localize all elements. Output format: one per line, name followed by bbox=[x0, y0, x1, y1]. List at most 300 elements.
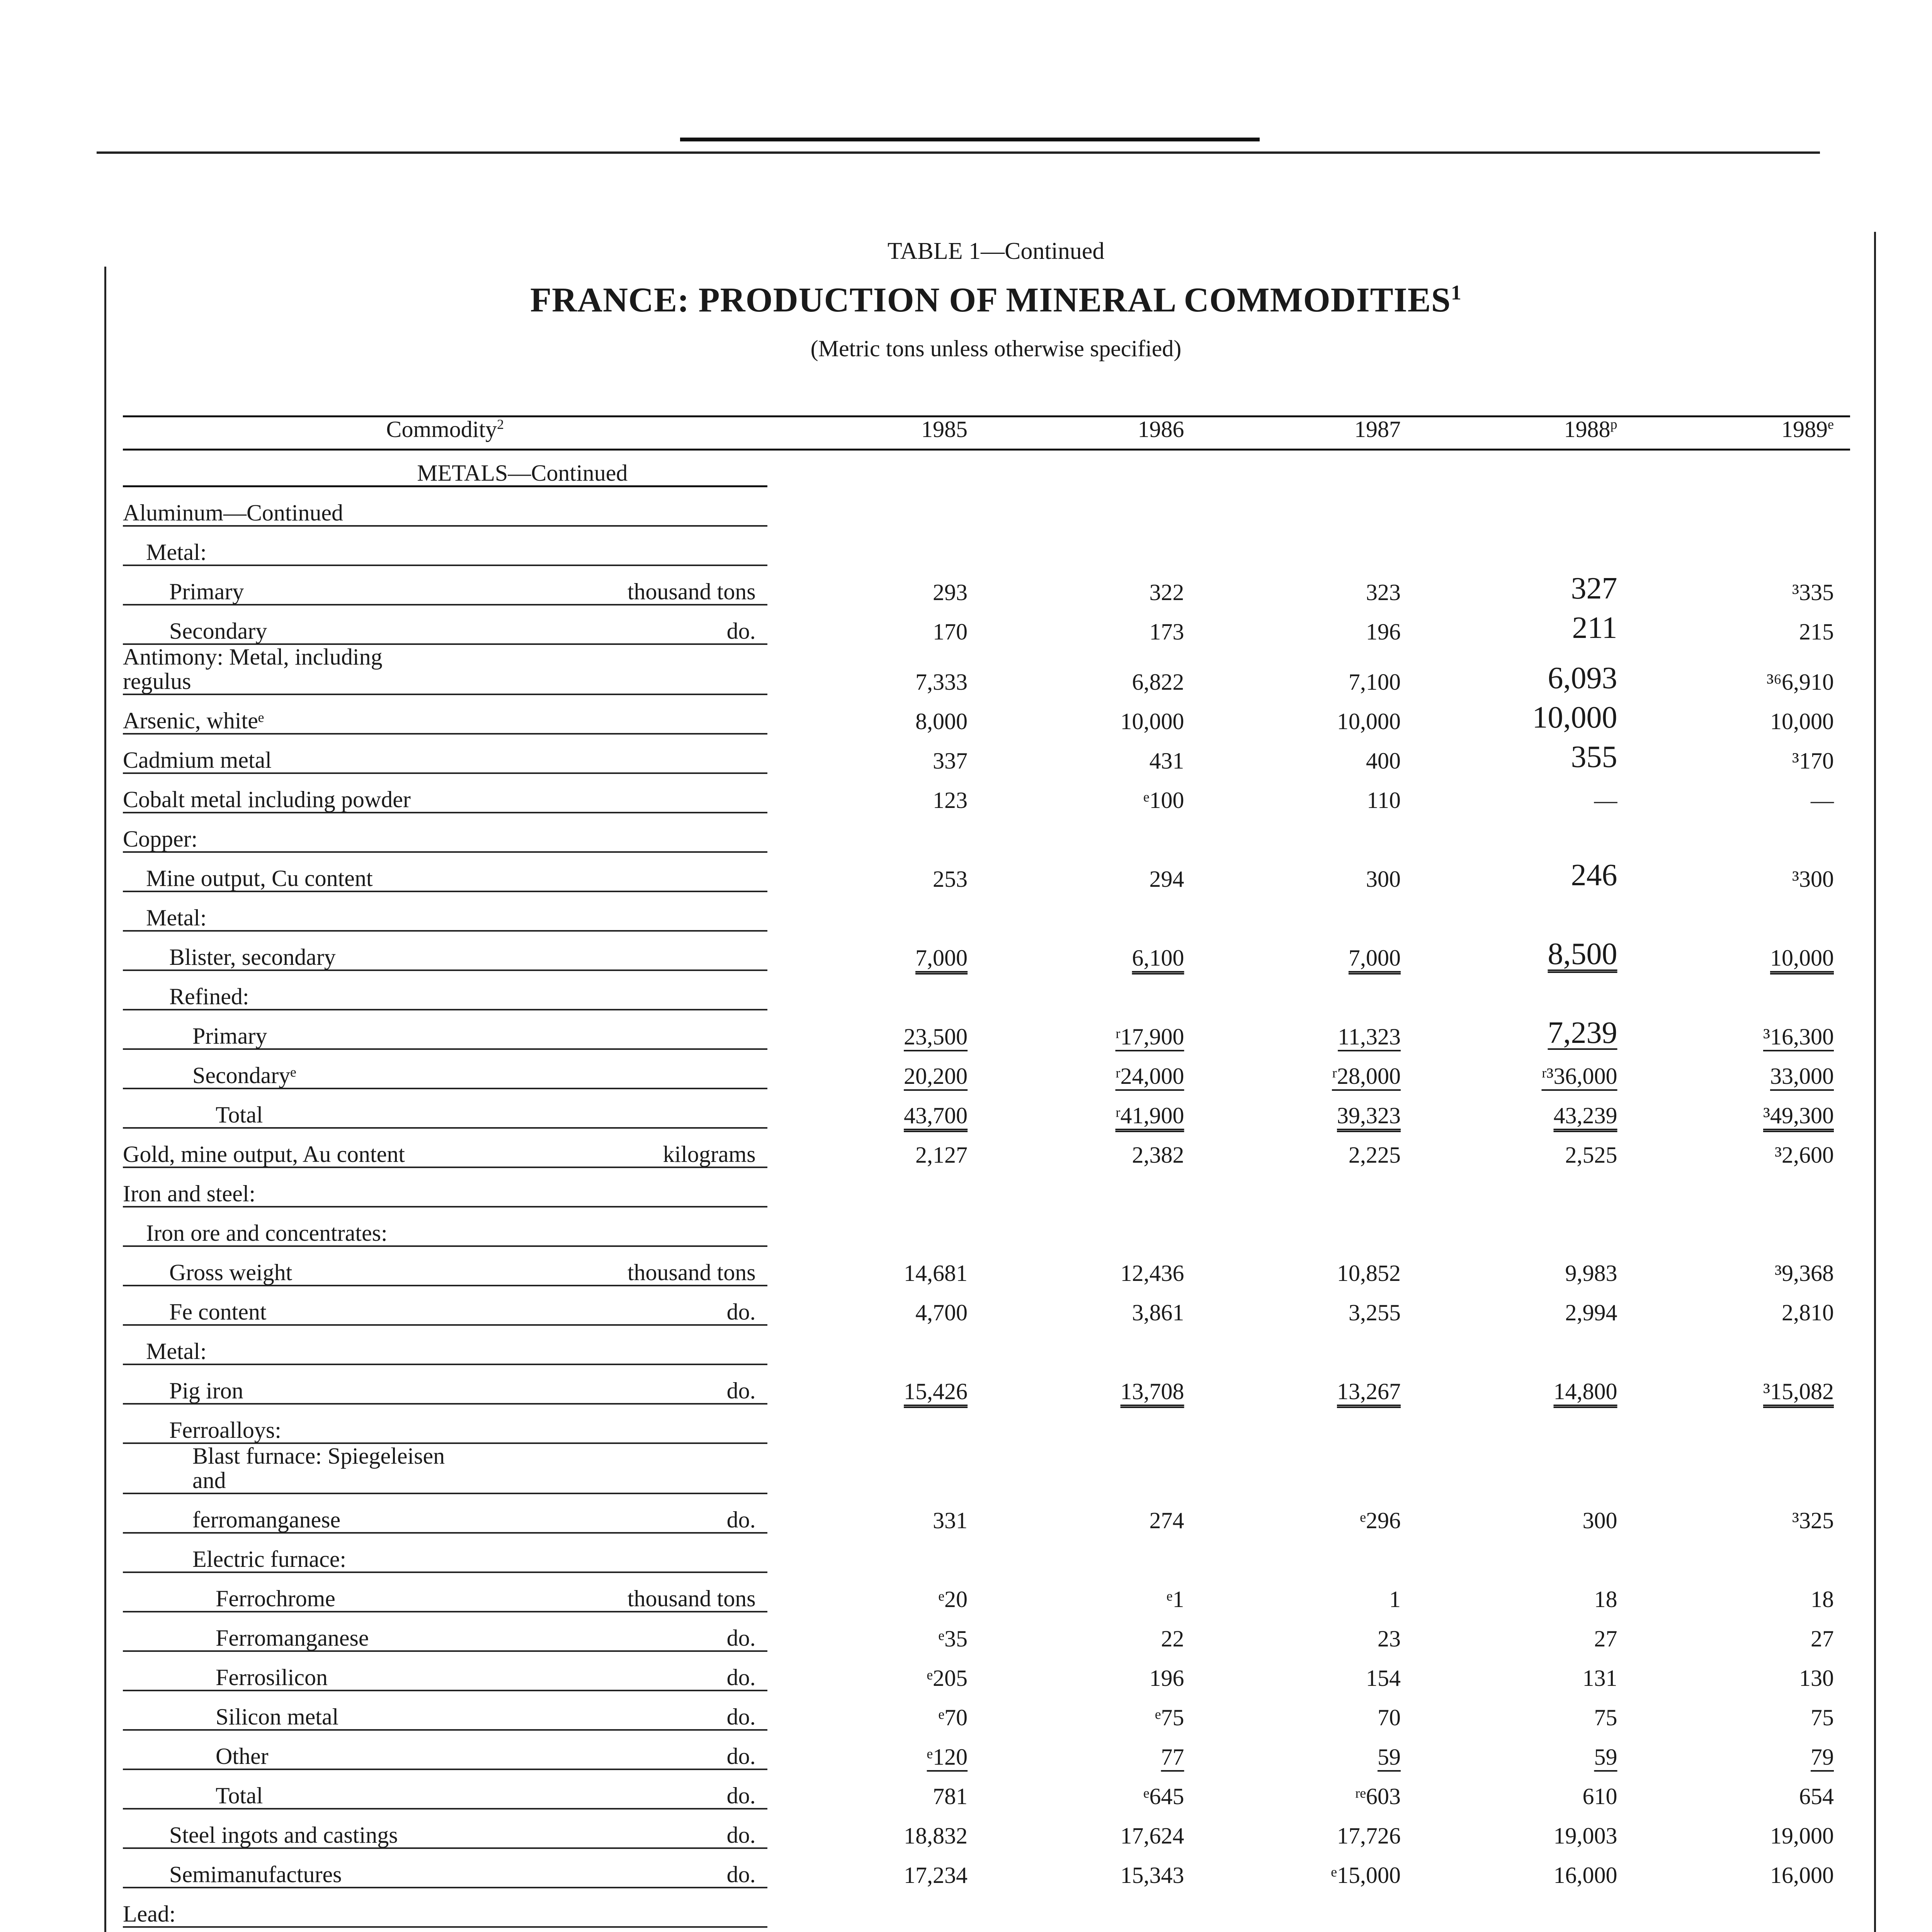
commodity-label: Secondaryᵉ bbox=[123, 1049, 445, 1088]
unit-label bbox=[445, 1049, 767, 1088]
unit-label bbox=[445, 644, 767, 694]
commodity-label: Iron and steel: bbox=[123, 1167, 445, 1207]
table-row bbox=[123, 1010, 1850, 1049]
value-cell-1989 bbox=[1634, 1927, 1850, 1932]
unit-label bbox=[445, 1404, 767, 1443]
table-row bbox=[123, 605, 1850, 644]
table-label: TABLE 1—Continued bbox=[887, 238, 1105, 264]
value-cell-1985: 331 bbox=[933, 1508, 968, 1533]
value-cell-1985: 17,234 bbox=[904, 1862, 968, 1888]
table-row bbox=[123, 1888, 1850, 1927]
value-cell-1987 bbox=[1201, 486, 1417, 526]
value-cell-1985: 15,426 bbox=[904, 1379, 968, 1404]
value-cell-1987: 1 bbox=[1389, 1587, 1401, 1612]
year-column-header bbox=[984, 417, 1200, 450]
value-cell-1987: 10,852 bbox=[1337, 1260, 1401, 1286]
value-cell-1989 bbox=[1634, 486, 1850, 526]
value-cell-1985: 2,127 bbox=[915, 1142, 968, 1168]
value-cell-1986 bbox=[984, 1888, 1200, 1927]
commodity-label: Silicon metal bbox=[123, 1690, 445, 1730]
table-row bbox=[123, 1049, 1850, 1088]
value-cell-1989 bbox=[1634, 1888, 1850, 1927]
value-cell-1987: 3,255 bbox=[1349, 1300, 1401, 1325]
year-label: 1989 bbox=[1781, 417, 1828, 442]
unit-label: do. bbox=[445, 1493, 767, 1533]
value-cell-1987 bbox=[1201, 1927, 1417, 1932]
value-cell-1989: ³170 bbox=[1792, 748, 1834, 774]
value-cell-1988 bbox=[1417, 486, 1633, 526]
unit-label bbox=[445, 1443, 767, 1493]
commodity-label: Ferrosilicon bbox=[123, 1651, 445, 1690]
commodity-header-text: Commodity bbox=[386, 417, 497, 442]
commodity-label: ferromanganese bbox=[123, 1493, 445, 1533]
value-cell-1989: ³15,082 bbox=[1763, 1379, 1834, 1404]
value-cell-1985 bbox=[767, 486, 984, 526]
value-cell-1985 bbox=[767, 1443, 984, 1493]
value-cell-1988: 8,500 bbox=[1548, 937, 1617, 971]
table-title-text: FRANCE: PRODUCTION OF MINERAL COMMODITIES bbox=[530, 281, 1451, 319]
unit-label: do. bbox=[445, 1730, 767, 1769]
value-cell-1987: 11,323 bbox=[1338, 1024, 1401, 1049]
table-row bbox=[123, 1167, 1850, 1207]
value-cell-1988: 131 bbox=[1582, 1665, 1617, 1691]
commodity-label: Total bbox=[123, 1088, 445, 1128]
value-cell-1987: 323 bbox=[1366, 580, 1401, 605]
table-row bbox=[123, 1088, 1850, 1128]
value-cell-1987 bbox=[1201, 1404, 1417, 1443]
value-cell-1986: ᵉ1 bbox=[1167, 1587, 1184, 1612]
value-cell-1985: 23,500 bbox=[904, 1024, 968, 1049]
commodity-label: Pig iron bbox=[123, 1364, 445, 1404]
value-cell-1985: 253 bbox=[933, 866, 968, 892]
value-cell-1987 bbox=[1201, 1167, 1417, 1207]
value-cell-1987: 300 bbox=[1366, 866, 1401, 892]
table-row bbox=[123, 1493, 1850, 1533]
unit-label bbox=[445, 813, 767, 852]
value-cell-1985: 7,000 bbox=[915, 945, 968, 971]
value-cell-1986: 12,436 bbox=[1120, 1260, 1184, 1286]
unit-label: do. bbox=[445, 1651, 767, 1690]
commodity-label: Semimanufactures bbox=[123, 1848, 445, 1888]
value-cell-1985 bbox=[767, 1167, 984, 1207]
commodity-label: Ferromanganese bbox=[123, 1612, 445, 1651]
commodity-label: Metal: bbox=[123, 526, 445, 565]
value-cell-1989: 27 bbox=[1811, 1626, 1834, 1651]
value-cell-1989: 10,000 bbox=[1770, 709, 1834, 734]
value-cell-1987: ᵉ296 bbox=[1360, 1508, 1401, 1533]
unit-label bbox=[445, 1533, 767, 1572]
unit-label: do. bbox=[445, 1769, 767, 1809]
commodity-label: Steel ingots and castings bbox=[123, 1809, 445, 1848]
value-cell-1988: 327 bbox=[1571, 571, 1617, 605]
commodity-footnote-mark: 2 bbox=[497, 417, 504, 432]
year-label: 1987 bbox=[1354, 417, 1401, 442]
unit-label bbox=[445, 1207, 767, 1246]
value-cell-1989 bbox=[1634, 970, 1850, 1010]
value-cell-1987: 70 bbox=[1378, 1705, 1401, 1730]
value-cell-1985: ᵉ70 bbox=[938, 1705, 968, 1730]
year-column-header bbox=[767, 417, 984, 450]
commodity-label: Refined: bbox=[123, 970, 445, 1010]
value-cell-1988: 246 bbox=[1571, 858, 1617, 892]
commodity-label: Metal: bbox=[123, 1325, 445, 1364]
value-cell-1989: 215 bbox=[1799, 619, 1834, 645]
value-cell-1986: ᵉ100 bbox=[1143, 787, 1184, 813]
value-cell-1989: 33,000 bbox=[1770, 1063, 1834, 1089]
value-cell-1987: 196 bbox=[1366, 619, 1401, 645]
value-cell-1989: ³9,368 bbox=[1775, 1260, 1834, 1286]
value-cell-1985: 20,200 bbox=[904, 1063, 968, 1089]
commodity-label: Copper: bbox=[123, 813, 445, 852]
unit-label: kilograms bbox=[445, 1128, 767, 1167]
value-cell-1985: 18,832 bbox=[904, 1823, 968, 1849]
commodity-label: Electric furnace: bbox=[123, 1533, 445, 1572]
value-cell-1985: 293 bbox=[933, 580, 968, 605]
value-cell-1989: ³335 bbox=[1792, 580, 1834, 605]
commodity-label: Fe content bbox=[123, 1286, 445, 1325]
value-cell-1987: ʳᵉ603 bbox=[1355, 1784, 1401, 1809]
table-row bbox=[123, 1246, 1850, 1286]
unit-label bbox=[445, 891, 767, 931]
title-footnote-mark: 1 bbox=[1451, 281, 1462, 304]
value-cell-1985: ᵉ120 bbox=[927, 1744, 968, 1770]
year-flag: e bbox=[1828, 417, 1834, 432]
value-cell-1987 bbox=[1201, 1443, 1417, 1493]
value-cell-1987 bbox=[1201, 1888, 1417, 1927]
value-cell-1989: ³49,300 bbox=[1763, 1103, 1834, 1128]
unit-label: do. bbox=[445, 1848, 767, 1888]
value-cell-1988 bbox=[1417, 526, 1633, 565]
unit-label bbox=[445, 1167, 767, 1207]
value-cell-1985 bbox=[767, 1533, 984, 1572]
value-cell-1985: 7,333 bbox=[915, 669, 968, 695]
value-cell-1986: ʳ41,900 bbox=[1115, 1103, 1184, 1128]
value-cell-1989: ³2,600 bbox=[1775, 1142, 1834, 1168]
unit-label bbox=[445, 1088, 767, 1128]
table-row bbox=[123, 1690, 1850, 1730]
value-cell-1987 bbox=[1201, 1533, 1417, 1572]
value-cell-1988: 9,983 bbox=[1565, 1260, 1617, 1286]
commodity-label: Cadmium metal bbox=[123, 734, 445, 773]
value-cell-1985: 170 bbox=[933, 619, 968, 645]
value-cell-1985 bbox=[767, 1927, 984, 1932]
unit-label: do. bbox=[445, 1612, 767, 1651]
value-cell-1985: 8,000 bbox=[915, 709, 968, 734]
table-row bbox=[123, 1364, 1850, 1404]
commodity-label: Iron ore and concentrates: bbox=[123, 1207, 445, 1246]
commodity-label: Lead: bbox=[123, 1888, 445, 1927]
value-cell-1986: 173 bbox=[1149, 619, 1184, 645]
table-subtitle: (Metric tons unless otherwise specified) bbox=[810, 336, 1182, 361]
unit-label: thousand tons bbox=[445, 1572, 767, 1612]
value-cell-1985: 781 bbox=[933, 1784, 968, 1809]
value-cell-1986: 17,624 bbox=[1120, 1823, 1184, 1849]
value-cell-1987: 7,000 bbox=[1349, 945, 1401, 971]
value-cell-1986: 196 bbox=[1149, 1665, 1184, 1691]
value-cell-1988 bbox=[1417, 1533, 1633, 1572]
value-cell-1988 bbox=[1417, 1443, 1633, 1493]
value-cell-1989 bbox=[1634, 526, 1850, 565]
value-cell-1985 bbox=[767, 526, 984, 565]
value-cell-1987: ʳ28,000 bbox=[1332, 1063, 1401, 1089]
value-cell-1987: 10,000 bbox=[1337, 709, 1401, 734]
value-cell-1985 bbox=[767, 1404, 984, 1443]
value-cell-1985: 4,700 bbox=[915, 1300, 968, 1325]
table-row bbox=[123, 1848, 1850, 1888]
value-cell-1987: 400 bbox=[1366, 748, 1401, 774]
value-cell-1989: 16,000 bbox=[1770, 1862, 1834, 1888]
value-cell-1986: 2,382 bbox=[1132, 1142, 1184, 1168]
value-cell-1986: 77 bbox=[1161, 1744, 1184, 1770]
value-cell-1986: 13,708 bbox=[1120, 1379, 1184, 1404]
unit-label bbox=[445, 526, 767, 565]
table-title bbox=[0, 280, 1932, 320]
top-rule bbox=[97, 151, 1820, 154]
value-cell-1987 bbox=[1201, 891, 1417, 931]
commodity-label: Metal: bbox=[123, 891, 445, 931]
unit-label bbox=[445, 1325, 767, 1364]
table-row bbox=[123, 970, 1850, 1010]
value-cell-1989 bbox=[1634, 813, 1850, 852]
value-cell-1988: 2,994 bbox=[1565, 1300, 1617, 1325]
commodity-label bbox=[123, 1927, 445, 1932]
commodity-label: Ferrochrome bbox=[123, 1572, 445, 1612]
value-cell-1985: 123 bbox=[933, 787, 968, 813]
table-row bbox=[123, 1927, 1850, 1932]
table-row bbox=[123, 1651, 1850, 1690]
margin-line-left bbox=[104, 267, 106, 1932]
value-cell-1989 bbox=[1634, 1533, 1850, 1572]
unit-label bbox=[445, 970, 767, 1010]
unit-label bbox=[445, 852, 767, 891]
value-cell-1988: ʳ³36,000 bbox=[1541, 1063, 1617, 1089]
value-cell-1989 bbox=[1634, 1404, 1850, 1443]
unit-label bbox=[445, 1927, 767, 1932]
table-row bbox=[123, 773, 1850, 813]
table-row bbox=[123, 1612, 1850, 1651]
value-cell-1987 bbox=[1201, 1207, 1417, 1246]
table-row bbox=[123, 1572, 1850, 1612]
table-row bbox=[123, 1325, 1850, 1364]
value-cell-1986 bbox=[984, 891, 1200, 931]
value-cell-1988: 211 bbox=[1572, 611, 1617, 645]
unit-label: do. bbox=[445, 1809, 767, 1848]
value-cell-1987: ᵉ15,000 bbox=[1331, 1862, 1401, 1888]
unit-label bbox=[445, 486, 767, 526]
commodity-label: Cobalt metal including powder bbox=[123, 773, 445, 813]
year-column-header bbox=[1417, 417, 1633, 450]
year-column-header bbox=[1201, 417, 1417, 450]
value-cell-1988: 19,003 bbox=[1553, 1823, 1617, 1849]
commodity-label: Primary bbox=[123, 565, 445, 605]
commodity-label: Total bbox=[123, 1769, 445, 1809]
value-cell-1988: 16,000 bbox=[1553, 1862, 1617, 1888]
value-cell-1986: 322 bbox=[1149, 580, 1184, 605]
value-cell-1986 bbox=[984, 1533, 1200, 1572]
commodity-label: Primary bbox=[123, 1010, 445, 1049]
commodity-label: Secondary bbox=[123, 605, 445, 644]
value-cell-1988: 59 bbox=[1594, 1744, 1617, 1770]
commodity-label: Aluminum—Continued bbox=[123, 486, 445, 526]
value-cell-1987: 110 bbox=[1367, 787, 1401, 813]
commodity-label: Ferroalloys: bbox=[123, 1404, 445, 1443]
value-cell-1988: 2,525 bbox=[1565, 1142, 1617, 1168]
value-cell-1986: 3,861 bbox=[1132, 1300, 1184, 1325]
value-cell-1988: — bbox=[1594, 787, 1617, 813]
value-cell-1986 bbox=[984, 1927, 1200, 1932]
year-flag: p bbox=[1610, 417, 1617, 432]
commodity-label: Gold, mine output, Au content bbox=[123, 1128, 445, 1167]
margin-line-right bbox=[1874, 232, 1876, 1932]
value-cell-1985: ᵉ35 bbox=[938, 1626, 968, 1651]
value-cell-1988 bbox=[1417, 1888, 1633, 1927]
value-cell-1985 bbox=[767, 813, 984, 852]
unit-label bbox=[445, 931, 767, 970]
value-cell-1989: — bbox=[1811, 787, 1834, 813]
value-cell-1989: 18 bbox=[1811, 1587, 1834, 1612]
value-cell-1986: 274 bbox=[1149, 1508, 1184, 1533]
commodity-label: Blister, secondary bbox=[123, 931, 445, 970]
value-cell-1988 bbox=[1417, 1404, 1633, 1443]
production-table bbox=[123, 415, 1850, 1932]
table-row bbox=[123, 1769, 1850, 1809]
table-row bbox=[123, 565, 1850, 605]
table-row bbox=[123, 1730, 1850, 1769]
unit-label bbox=[445, 734, 767, 773]
table-row bbox=[123, 1809, 1850, 1848]
table-row bbox=[123, 1128, 1850, 1167]
value-cell-1989 bbox=[1634, 1167, 1850, 1207]
value-cell-1988 bbox=[1417, 813, 1633, 852]
table-row bbox=[123, 813, 1850, 852]
value-cell-1986: 294 bbox=[1149, 866, 1184, 892]
value-cell-1988: 14,800 bbox=[1553, 1379, 1617, 1404]
value-cell-1987: 39,323 bbox=[1337, 1103, 1401, 1128]
table-row bbox=[123, 1207, 1850, 1246]
unit-label: do. bbox=[445, 605, 767, 644]
value-cell-1986: 22 bbox=[1161, 1626, 1184, 1651]
value-cell-1989: 130 bbox=[1799, 1665, 1834, 1691]
table-row bbox=[123, 1404, 1850, 1443]
value-cell-1985 bbox=[767, 970, 984, 1010]
table-row bbox=[123, 1286, 1850, 1325]
value-cell-1986: ᵉ645 bbox=[1143, 1784, 1184, 1809]
value-cell-1986 bbox=[984, 970, 1200, 1010]
commodity-label: Gross weight bbox=[123, 1246, 445, 1286]
value-cell-1987: 154 bbox=[1366, 1665, 1401, 1691]
value-cell-1986: 10,000 bbox=[1120, 709, 1184, 734]
value-cell-1988: 7,239 bbox=[1548, 1016, 1617, 1050]
unit-label: thousand tons bbox=[445, 565, 767, 605]
value-cell-1989 bbox=[1634, 1325, 1850, 1364]
value-cell-1987: 2,225 bbox=[1349, 1142, 1401, 1168]
value-cell-1987 bbox=[1201, 813, 1417, 852]
unit-label: do. bbox=[445, 1364, 767, 1404]
section-heading: METALS—Continued bbox=[123, 450, 767, 486]
value-cell-1986: 431 bbox=[1149, 748, 1184, 774]
value-cell-1985 bbox=[767, 891, 984, 931]
table-row bbox=[123, 852, 1850, 891]
unit-label bbox=[445, 773, 767, 813]
value-cell-1989 bbox=[1634, 1443, 1850, 1493]
value-cell-1986: ᵉ75 bbox=[1155, 1705, 1184, 1730]
value-cell-1986 bbox=[984, 486, 1200, 526]
table-row bbox=[123, 486, 1850, 526]
value-cell-1988: 6,093 bbox=[1548, 661, 1617, 695]
value-cell-1985: ᵉ205 bbox=[927, 1665, 968, 1691]
value-cell-1988: 355 bbox=[1571, 740, 1617, 774]
value-cell-1985 bbox=[767, 1325, 984, 1364]
commodity-label: Antimony: Metal, including regulus bbox=[123, 644, 445, 694]
year-column-header bbox=[1634, 417, 1850, 450]
value-cell-1989: 10,000 bbox=[1770, 945, 1834, 971]
table-row bbox=[123, 931, 1850, 970]
value-cell-1986 bbox=[984, 813, 1200, 852]
commodity-label: Blast furnace: Spiegeleisen and bbox=[123, 1443, 445, 1493]
value-cell-1987: 17,726 bbox=[1337, 1823, 1401, 1849]
value-cell-1986: 6,822 bbox=[1132, 669, 1184, 695]
value-cell-1986 bbox=[984, 1443, 1200, 1493]
value-cell-1989 bbox=[1634, 1207, 1850, 1246]
value-cell-1986 bbox=[984, 1325, 1200, 1364]
value-cell-1986: ʳ17,900 bbox=[1115, 1024, 1184, 1049]
value-cell-1989: 654 bbox=[1799, 1784, 1834, 1809]
value-cell-1985 bbox=[767, 1888, 984, 1927]
unit-label bbox=[445, 694, 767, 734]
value-cell-1988: 610 bbox=[1582, 1784, 1617, 1809]
table-body bbox=[123, 450, 1850, 1932]
value-cell-1985: ᵉ20 bbox=[938, 1587, 968, 1612]
value-cell-1989: 75 bbox=[1811, 1705, 1834, 1730]
unit-label: do. bbox=[445, 1286, 767, 1325]
value-cell-1988 bbox=[1417, 1927, 1633, 1932]
value-cell-1986: ʳ24,000 bbox=[1115, 1063, 1184, 1089]
unit-label bbox=[445, 1010, 767, 1049]
table-row bbox=[123, 694, 1850, 734]
value-cell-1987 bbox=[1201, 526, 1417, 565]
value-cell-1988: 300 bbox=[1582, 1508, 1617, 1533]
value-cell-1986: 6,100 bbox=[1132, 945, 1184, 971]
value-cell-1986 bbox=[984, 1207, 1200, 1246]
unit-label: do. bbox=[445, 1690, 767, 1730]
value-cell-1989 bbox=[1634, 891, 1850, 931]
value-cell-1989: ³16,300 bbox=[1763, 1024, 1834, 1049]
commodity-label: Other bbox=[123, 1730, 445, 1769]
table-row bbox=[123, 526, 1850, 565]
value-cell-1985: 337 bbox=[933, 748, 968, 774]
value-cell-1988 bbox=[1417, 1325, 1633, 1364]
value-cell-1987: 23 bbox=[1378, 1626, 1401, 1651]
top-rule-bold bbox=[680, 138, 1260, 141]
table-row bbox=[123, 644, 1850, 694]
value-cell-1985: 43,700 bbox=[904, 1103, 968, 1128]
value-cell-1989: 19,000 bbox=[1770, 1823, 1834, 1849]
year-label: 1985 bbox=[921, 417, 968, 442]
value-cell-1988 bbox=[1417, 1207, 1633, 1246]
value-cell-1986 bbox=[984, 526, 1200, 565]
unit-label bbox=[445, 1888, 767, 1927]
value-cell-1985: 14,681 bbox=[904, 1260, 968, 1286]
value-cell-1987: 13,267 bbox=[1337, 1379, 1401, 1404]
commodity-label: Arsenic, whiteᵉ bbox=[123, 694, 445, 734]
value-cell-1987 bbox=[1201, 1325, 1417, 1364]
value-cell-1987 bbox=[1201, 970, 1417, 1010]
value-cell-1987: 59 bbox=[1378, 1744, 1401, 1770]
value-cell-1988 bbox=[1417, 970, 1633, 1010]
value-cell-1987: 7,100 bbox=[1349, 669, 1401, 695]
table-row bbox=[123, 734, 1850, 773]
value-cell-1988: 18 bbox=[1594, 1587, 1617, 1612]
